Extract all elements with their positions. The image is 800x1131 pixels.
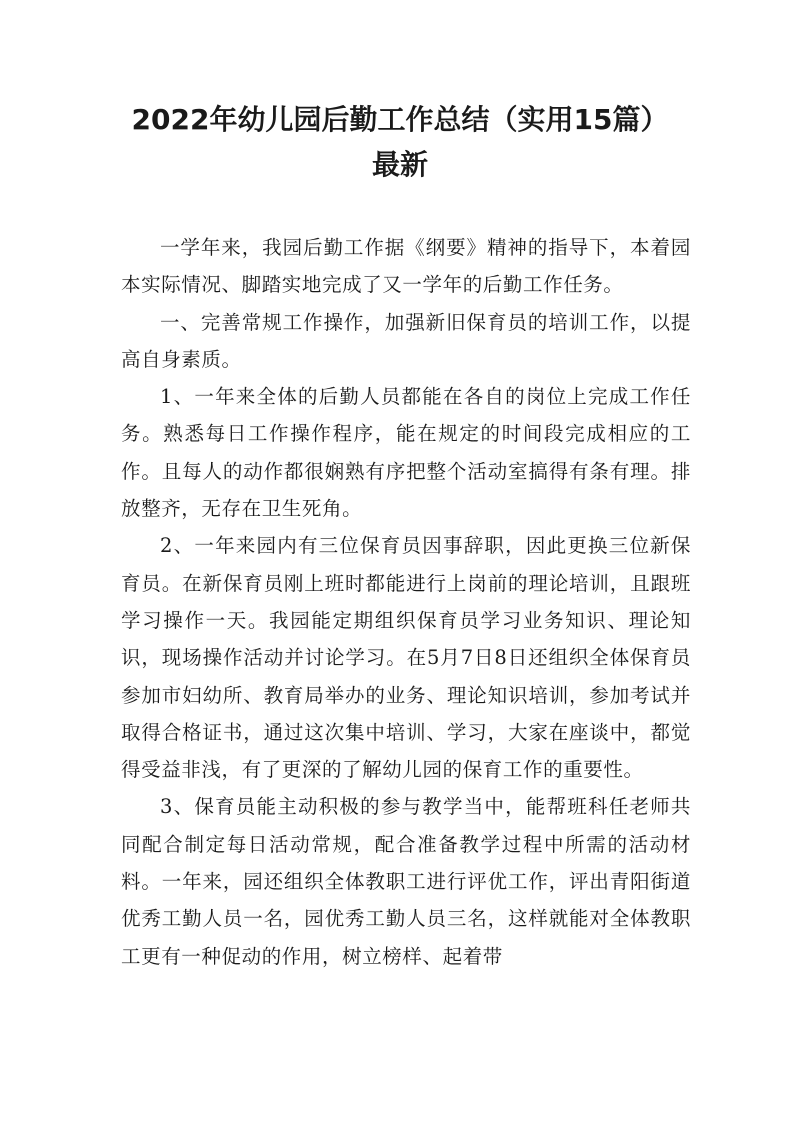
document-title: 2022年幼儿园后勤工作总结（实用15篇）: [131, 103, 669, 136]
document-title-continued: 最新: [371, 148, 428, 181]
paragraph-item-3: 3、保育员能主动积极的参与教学当中，能帮班科任老师共同配合制定每日活动常规，配合准备教学过程中所需的活动材料。一年来，园还组织全体教职工进行评优工作，评出青阳街道优秀工勤人员一名，园优秀工勤人员三名，这样就能对全体教职工更有一种促动的作用，树立榜样、起着带: [121, 795, 691, 968]
paragraph-item-1: 1、一年来全体的后勤人员都能在各自的岗位上完成工作任务。熟悉每日工作操作程序，能在规定的时间段完成相应的工作。且每人的动作都很娴熟有序把整个活动室搞得有条有理。排放整齐，无存在卫生死角。: [121, 385, 691, 521]
paragraph-item-2: 2、一年来园内有三位保育员因事辞职，因此更换三位新保育员。在新保育员刚上班时都能进行上岗前的理论培训，且跟班学习操作一天。我园能定期组织保育员学习业务知识、理论知识，现场操作活动并讨论学习。在5月7日8日还组织全体保育员参加市妇幼所、教育局举办的业务、理论知识培训，参加考试并取得合格证书，通过这次集中培训、学习，大家在座谈中，都觉得受益非浅，有了更深的了解幼儿园的保育工作的重要性。: [121, 534, 691, 782]
document-body: [121, 229, 691, 975]
paragraph-intro: 一学年来，我园后勤工作据《纲要》精神的指导下，本着园本实际情况、脚踏实地完成了又一学年的后勤工作任务。: [121, 236, 691, 297]
section-heading-1: 一、完善常规工作操作，加强新旧保育员的培训工作，以提高自身素质。: [121, 310, 691, 371]
